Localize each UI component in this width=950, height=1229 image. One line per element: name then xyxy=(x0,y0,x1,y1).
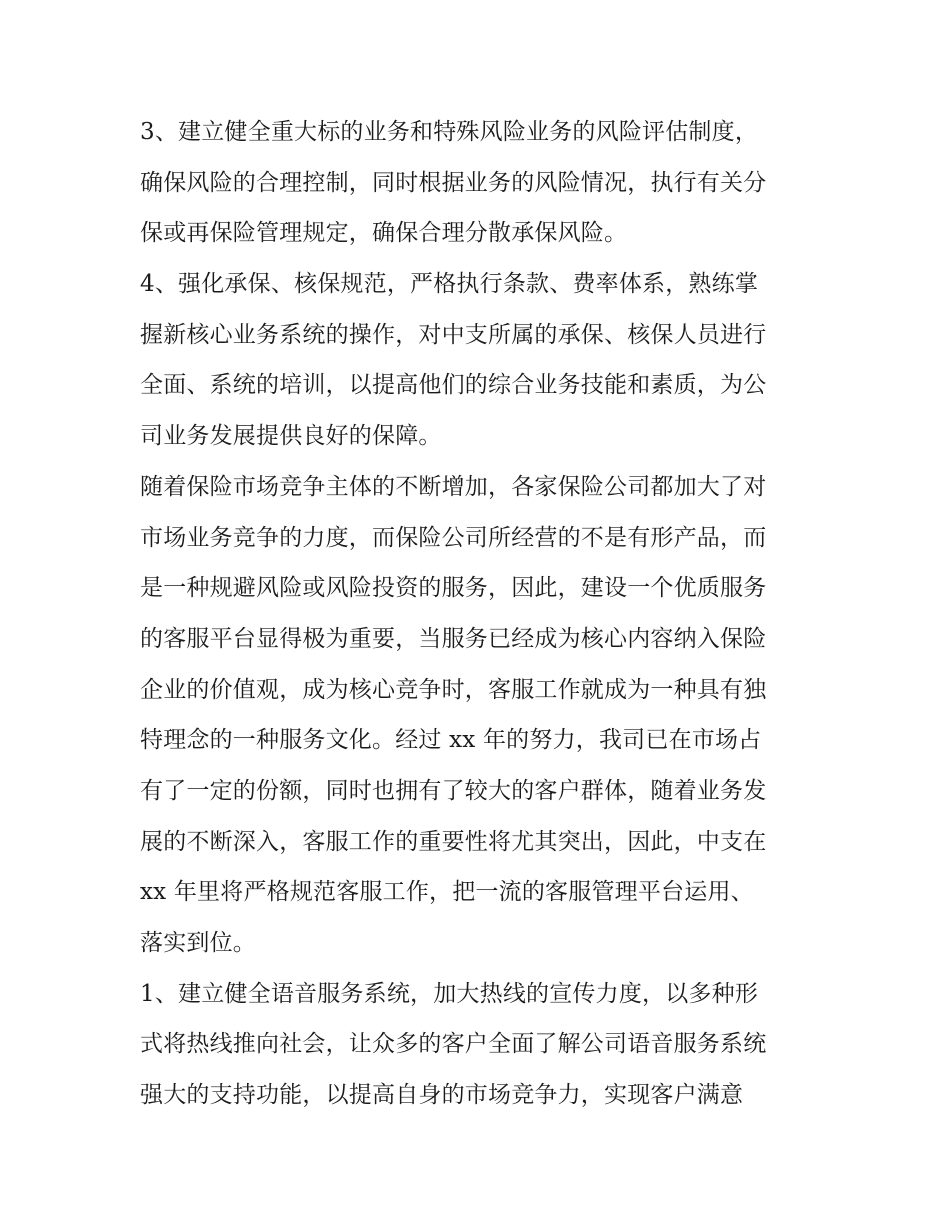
text-line: 特理念的一种服务文化。经过 xx 年的努力，我司已在市场占 xyxy=(140,727,762,754)
text-line: 的客服平台显得极为重要，当服务已经成为核心内容纳入保险 xyxy=(140,625,767,652)
text-line: 落实到位。 xyxy=(140,930,256,956)
text-line: 保或再保险管理规定，确保合理分散承保风险。 xyxy=(140,220,628,247)
text-line: 展的不断深入，客服工作的重要性将尤其突出，因此，中支在 xyxy=(140,828,767,855)
text-line: 3、建立健全重大标的业务和特殊风险业务的风险评估制度， xyxy=(140,119,759,145)
text-line: 有了一定的份额，同时也拥有了较大的客户群体，随着业务发 xyxy=(140,777,767,804)
text-line: 式将热线推向社会，让众多的客户全面了解公司语音服务系统 xyxy=(140,1031,767,1058)
text-line: 是一种规避风险或风险投资的服务，因此，建设一个优质服务 xyxy=(140,575,767,602)
text-line: 市场业务竞争的力度，而保险公司所经营的不是有形产品，而 xyxy=(140,524,767,551)
text-line: 全面、系统的培训，以提高他们的综合业务技能和素质，为公 xyxy=(140,372,767,399)
text-line: 4、强化承保、核保规范，严格执行条款、费率体系，熟练掌 xyxy=(140,271,759,298)
document-body xyxy=(140,107,812,1121)
text-line: 强大的支持功能，以提高自身的市场竞争力，实现客户满意 xyxy=(140,1082,744,1109)
text-line: 1、建立健全语音服务系统，加大热线的宣传力度，以多种形 xyxy=(140,980,759,1007)
text-line: 随着保险市场竞争主体的不断增加，各家保险公司都加大了对 xyxy=(140,473,767,500)
text-line: xx 年里将严格规范客服工作，把一流的客服管理平台运用、 xyxy=(140,879,754,906)
text-line: 确保风险的合理控制，同时根据业务的风险情况，执行有关分 xyxy=(140,169,767,196)
text-line: 企业的价值观，成为核心竞争时，客服工作就成为一种具有独 xyxy=(140,676,767,703)
text-line: 司业务发展提供良好的保障。 xyxy=(140,423,442,450)
text-line: 握新核心业务系统的操作，对中支所属的承保、核保人员进行 xyxy=(140,321,767,348)
